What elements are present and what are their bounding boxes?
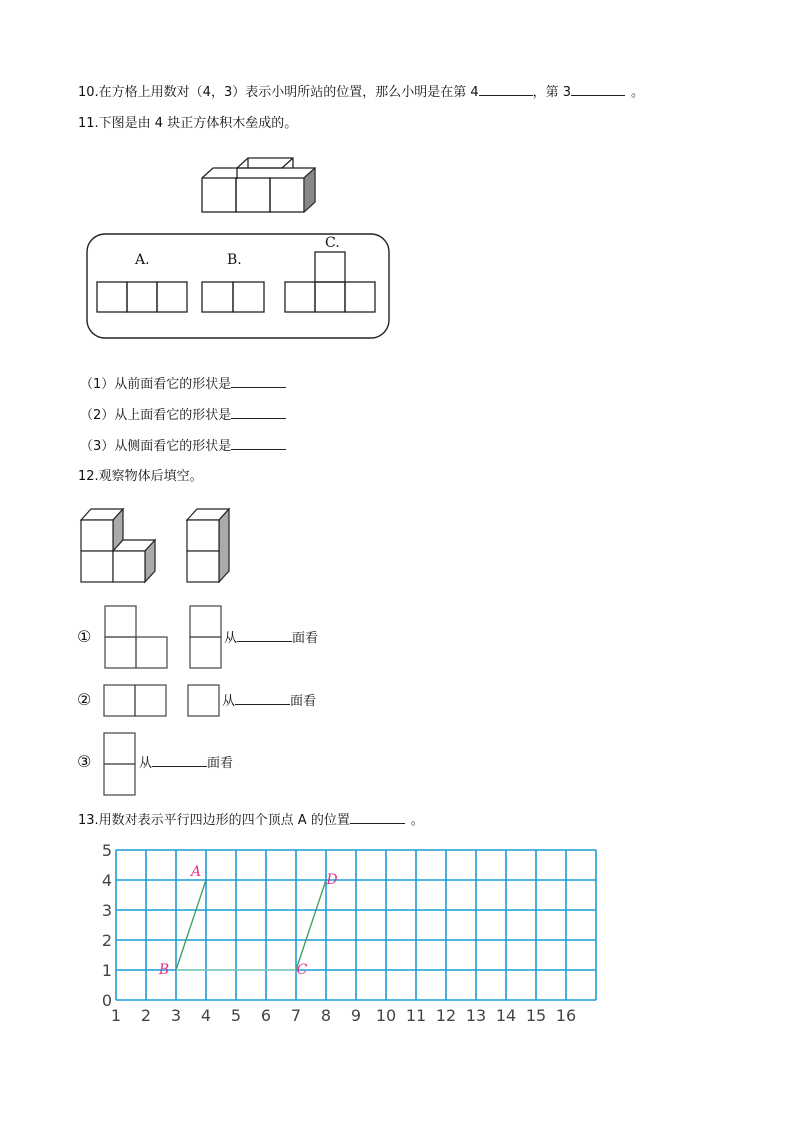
q12-row-2-view-b xyxy=(186,683,221,718)
q11-blank-2[interactable] xyxy=(231,406,286,419)
y-tick-label: 0 xyxy=(101,991,113,1010)
option-b-view xyxy=(202,282,233,312)
q11-sub-3: （3）从侧面看它的形状是 xyxy=(80,437,286,456)
x-tick-label: 7 xyxy=(290,1006,302,1025)
option-c-view xyxy=(285,282,315,312)
y-tick-label: 1 xyxy=(101,961,113,980)
q12-row-1-num: ① xyxy=(77,627,92,646)
segment-dc xyxy=(296,880,326,970)
x-tick-label: 9 xyxy=(350,1006,362,1025)
x-tick-label: 15 xyxy=(525,1006,547,1025)
q12-row-3-num: ③ xyxy=(77,752,92,771)
point-label-b: B xyxy=(158,962,170,978)
q10-blank-1[interactable] xyxy=(479,83,533,96)
q11-sub-2: （2）从上面看它的形状是 xyxy=(80,406,286,425)
q12-row-2-num: ② xyxy=(77,690,92,709)
coordinate-grid xyxy=(95,840,615,1040)
x-tick-label: 16 xyxy=(555,1006,577,1025)
x-tick-label: 11 xyxy=(405,1006,427,1025)
x-tick-label: 10 xyxy=(375,1006,397,1025)
x-tick-label: 14 xyxy=(495,1006,517,1025)
q10-text-mid: ，第 3 xyxy=(532,85,572,100)
q12-row-1-answer: 从 面看 xyxy=(224,631,319,646)
x-tick-label: 1 xyxy=(110,1006,122,1025)
x-tick-label: 8 xyxy=(320,1006,332,1025)
q10-blank-2[interactable] xyxy=(571,83,625,96)
segment-ab xyxy=(176,880,206,970)
y-tick-label: 4 xyxy=(101,871,113,890)
q11-blocks-figure xyxy=(195,152,325,218)
question-11-title: 11.下图是由 4 块正方体积木垒成的。 xyxy=(78,116,298,131)
q13-title: 13.用数对表示平行四边形的四个顶点 A 的位置 xyxy=(78,813,350,828)
q12-object-stack xyxy=(184,506,234,586)
q12-row-1-view-a xyxy=(103,604,169,670)
question-10 xyxy=(78,83,644,102)
q11-options-panel xyxy=(85,232,393,340)
option-c-label: C. xyxy=(325,235,340,251)
q12-row-3-view xyxy=(102,731,137,797)
point-label-d: D xyxy=(326,872,338,888)
q12-row-1-view-b xyxy=(188,604,223,670)
x-tick-label: 3 xyxy=(170,1006,182,1025)
q12-row-2-answer: 从 面看 xyxy=(222,694,317,709)
q11-sub-1: （1）从前面看它的形状是 xyxy=(80,375,286,394)
option-a-label: A. xyxy=(135,252,150,268)
x-tick-label: 12 xyxy=(435,1006,457,1025)
x-tick-label: 5 xyxy=(230,1006,242,1025)
x-tick-label: 13 xyxy=(465,1006,487,1025)
q12-row-2-view-a xyxy=(102,683,168,718)
question-12-title: 12.观察物体后填空。 xyxy=(78,469,203,484)
q11-blank-3[interactable] xyxy=(231,437,286,450)
q11-blank-1[interactable] xyxy=(231,375,286,388)
y-tick-label: 5 xyxy=(101,841,113,860)
x-tick-label: 2 xyxy=(140,1006,152,1025)
question-13: 13.用数对表示平行四边形的四个顶点 A 的位置 。 xyxy=(78,813,424,828)
q10-text-before: 10.在方格上用数对（4，3）表示小明所站的位置，那么小明是在第 4 xyxy=(78,85,479,100)
option-a-view xyxy=(97,282,127,312)
q12-blank-2[interactable] xyxy=(235,692,290,705)
y-tick-label: 2 xyxy=(101,931,113,950)
option-b-label: B. xyxy=(227,252,242,268)
q12-blank-1[interactable] xyxy=(237,629,292,642)
x-tick-label: 6 xyxy=(260,1006,272,1025)
q12-row-3-answer: 从 面看 xyxy=(139,756,234,771)
y-tick-label: 3 xyxy=(101,901,113,920)
q12-object-l-shape xyxy=(78,506,160,586)
x-tick-label: 4 xyxy=(200,1006,212,1025)
point-label-c: C xyxy=(296,962,308,978)
q10-text-end: 。 xyxy=(631,85,645,100)
point-label-a: A xyxy=(190,864,202,880)
q12-blank-3[interactable] xyxy=(152,754,207,767)
q13-blank[interactable] xyxy=(350,811,405,824)
